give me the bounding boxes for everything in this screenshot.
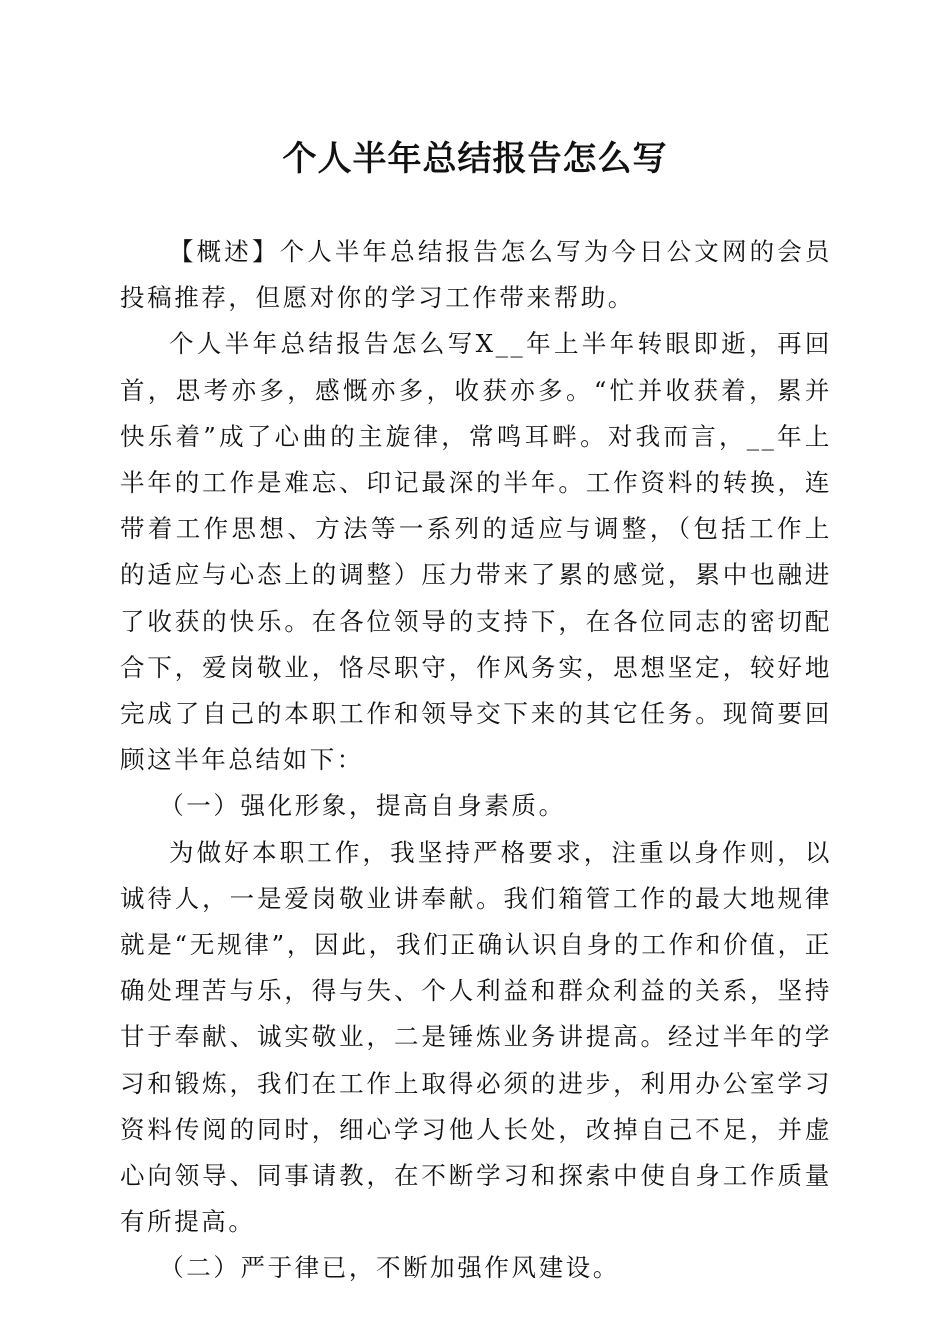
summary-paragraph: 【概述】个人半年总结报告怎么写为今日公文网的会员投稿推荐，但愿对你的学习工作带来帮助。 xyxy=(120,237,832,313)
document-title: 个人半年总结报告怎么写 xyxy=(282,139,668,179)
section-heading-2: （二）严于律已，不断加强作风建设。 xyxy=(159,1253,620,1283)
section-1-paragraph: 为做好本职工作，我坚持严格要求，注重以身作则，以诚待人，一是爱岗敬业讲奉献。我们箱管工作的最大地规律就是“无规律”，因此，我们正确认识自身的工作和价值，正确处理苦与乐，得与失、个人利益和群众利益的关系，坚持甘于奉献、诚实敬业，二是锤炼业务讲提高。经过半年的学习和锻炼，我们在工作上取得必须的进步，利用办公室学习资料传阅的同时，细心学习他人长处，改掉自己不足，并虚心向领导、同事请教，在不断学习和探索中使自身工作质量有所提高。 xyxy=(120,837,832,1237)
document-body xyxy=(120,229,832,1292)
intro-paragraph: 个人半年总结报告怎么写X__年上半年转眼即逝，再回首，思考亦多，感慨亦多，收获亦多。“忙并收获着，累并快乐着”成了心曲的主旋律，常鸣耳畔。对我而言，__年上半年的工作是难忘、印记最深的半年。工作资料的转换，连带着工作思想、方法等一系列的适应与调整，（包括工作上的适应与心态上的调整）压力带来了累的感觉，累中也融进了收获的快乐。在各位领导的支持下，在各位同志的密切配合下，爱岗敬业，恪尽职守，作风务实，思想坚定，较好地完成了自己的本职工作和领导交下来的其它任务。现简要回顾这半年总结如下： xyxy=(120,329,832,775)
section-heading-1: （一）强化形象，提高自身素质。 xyxy=(159,791,566,821)
